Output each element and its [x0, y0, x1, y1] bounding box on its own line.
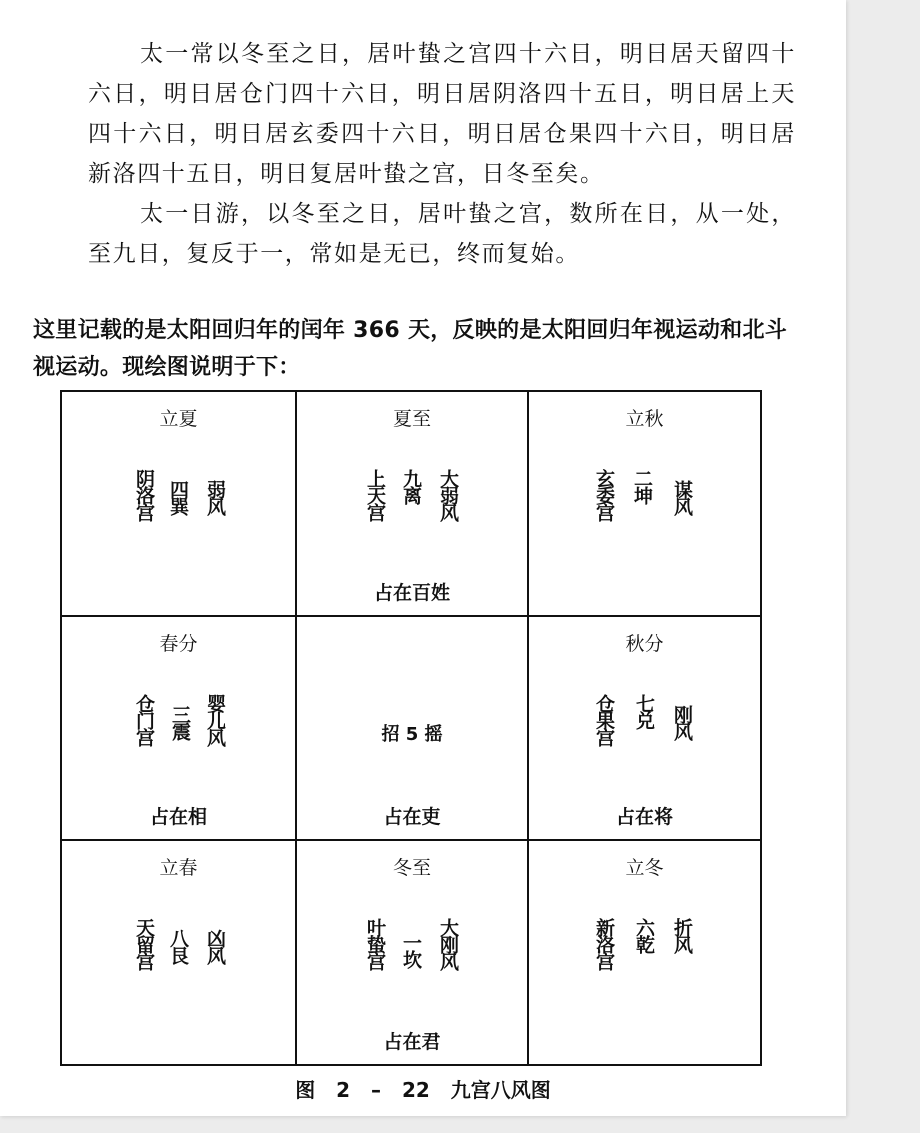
figure-number: 图 2 – 22 [295, 1078, 430, 1102]
palace-cell-xiazhi [297, 392, 527, 615]
wind-label: 弱风 [204, 480, 226, 514]
palace-cell-lidong [529, 841, 760, 1064]
wind-label: 凶风 [204, 929, 226, 963]
center-label: 招 5 摇 [381, 724, 443, 745]
divination-label: 占在吏 [383, 806, 441, 828]
palace-cell-chunfen [62, 617, 295, 839]
solar-term-label: 秋分 [625, 633, 664, 655]
trigram-label: 二坤 [631, 469, 653, 503]
figure-caption [0, 1074, 846, 1103]
palace-name: 上天宫 [364, 469, 386, 520]
trigram-label: 四巽 [167, 480, 189, 514]
palace-cell-lichun [62, 841, 295, 1064]
palace-name: 仓门宫 [133, 694, 155, 745]
quoted-passage [88, 34, 796, 274]
solar-term-label: 立秋 [625, 408, 664, 430]
wind-label: 折风 [671, 918, 693, 952]
solar-term-label: 立夏 [159, 408, 198, 430]
palace-name: 玄委宫 [593, 469, 615, 520]
solar-term-label: 冬至 [392, 857, 431, 879]
wind-label: 谋风 [671, 480, 693, 514]
palace-cell-dongzhi [297, 841, 527, 1064]
trigram-label: 七兑 [633, 694, 655, 728]
divination-label: 占在君 [383, 1031, 441, 1053]
divination-label: 占在百姓 [373, 582, 450, 604]
trigram-label: 六乾 [633, 918, 655, 952]
divination-label: 占在相 [149, 806, 207, 828]
solar-term-label: 春分 [159, 633, 198, 655]
body-paragraph: 这里记载的是太阳回归年的闰年 366 天，反映的是太阳回归年视运动和北斗视运动。现绘图说明于下： [33, 318, 788, 380]
trigram-label: 八艮 [167, 929, 189, 963]
palace-cell-lixia [62, 392, 295, 615]
palace-name: 天留宫 [133, 918, 155, 969]
wind-label: 大弱风 [437, 469, 459, 520]
quote-paragraph-1: 太一常以冬至之日，居叶蛰之宫四十六日，明日居天留四十六日，明日居仓门四十六日，明日居阴洛四十五日，明日居上天四十六日，明日居玄委四十六日，明日居仓果四十六日，明日居新洛四十五日，明日复居叶蛰之宫，日冬至矣。 [88, 41, 796, 187]
trigram-label: 九离 [400, 469, 422, 503]
quote-paragraph-2: 太一日游，以冬至之日，居叶蛰之宫，数所在日，从一处，至九日，复反于一，常如是无已，终而复始。 [88, 201, 796, 267]
wind-label: 婴儿风 [204, 694, 226, 745]
palace-name: 阴洛宫 [133, 469, 155, 520]
wind-label: 刚风 [671, 705, 693, 739]
solar-term-label: 夏至 [392, 408, 431, 430]
divination-label: 占在将 [615, 806, 673, 828]
nine-palace-diagram [60, 390, 762, 1066]
trigram-label: 一坎 [400, 933, 422, 967]
solar-term-label: 立春 [159, 857, 198, 879]
palace-name: 叶蛰宫 [364, 918, 386, 969]
solar-term-label: 立冬 [625, 857, 664, 879]
palace-name: 仓果宫 [593, 694, 615, 745]
figure-title: 九宫八风图 [450, 1078, 551, 1102]
palace-name: 新洛宫 [593, 918, 615, 969]
trigram-label: 三震 [169, 705, 191, 739]
palace-cell-qiufen [529, 617, 760, 839]
palace-cell-center [297, 617, 527, 839]
wind-label: 大刚风 [437, 918, 459, 969]
palace-cell-liqiu [529, 392, 760, 615]
